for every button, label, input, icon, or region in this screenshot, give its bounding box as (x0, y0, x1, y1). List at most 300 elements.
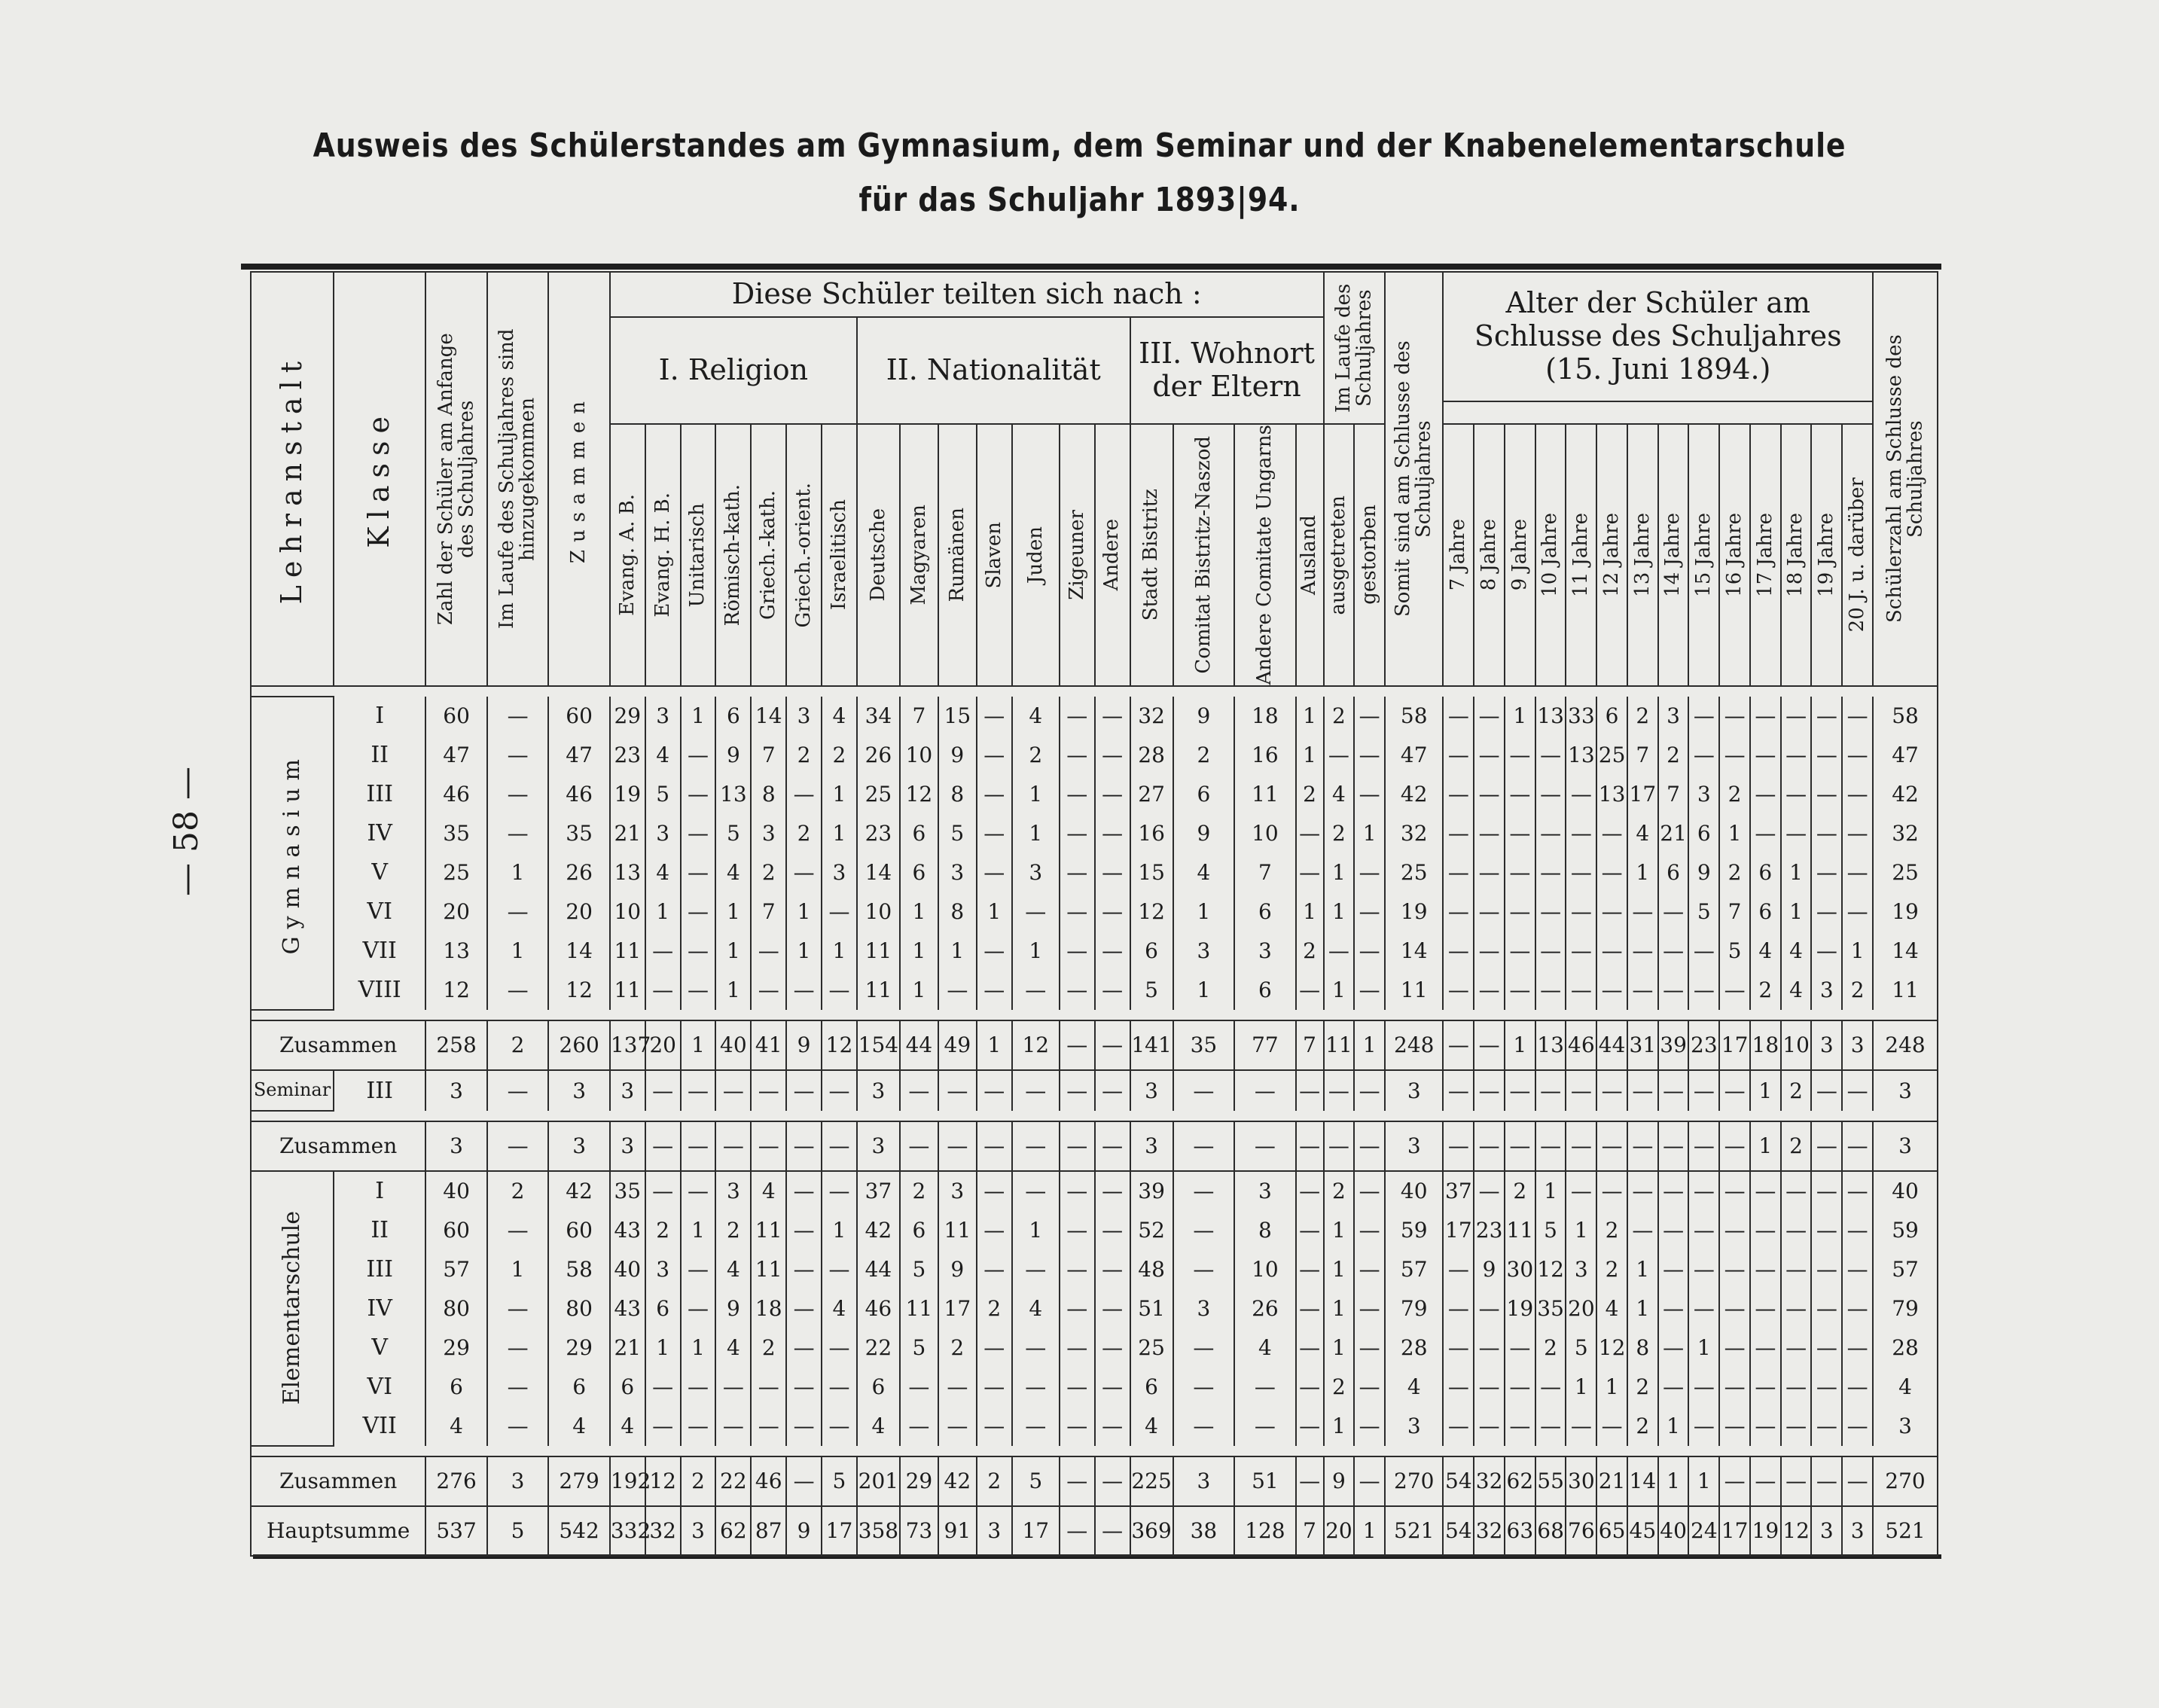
table-cell: — (681, 853, 716, 892)
table-cell: — (1535, 892, 1566, 932)
table-cell: — (1095, 853, 1130, 892)
table-cell: 19 (1385, 892, 1443, 932)
table-cell: — (786, 1328, 822, 1368)
table-cell: — (1842, 1171, 1873, 1211)
table-cell: 43 (610, 1211, 645, 1250)
table-cell: — (1781, 1289, 1812, 1328)
table-cell: — (1012, 1328, 1060, 1368)
table-cell: — (1474, 697, 1505, 736)
table-cell: — (1354, 1328, 1385, 1368)
table-cell: 32 (1474, 1456, 1505, 1506)
table-cell: — (1842, 1407, 1873, 1446)
table-cell: — (1060, 971, 1095, 1010)
table-cell: 1 (1324, 892, 1355, 932)
table-cell: 54 (1443, 1506, 1474, 1556)
table-cell: 12 (1012, 1020, 1060, 1070)
table-cell: — (900, 1070, 938, 1111)
table-cell: — (1811, 775, 1842, 814)
table-cell: — (1811, 697, 1842, 736)
table-cell: 11 (1873, 971, 1938, 1010)
table-cell: 2 (1173, 736, 1235, 775)
table-cell: 16 (1234, 736, 1296, 775)
table-cell: — (1658, 1289, 1689, 1328)
table-cell: — (715, 1070, 751, 1111)
table-cell: 11 (938, 1211, 977, 1250)
table-cell: — (786, 853, 822, 892)
table-cell: 1 (1658, 1456, 1689, 1506)
table-cell: 2 (487, 1171, 549, 1211)
table-cell: — (977, 775, 1012, 814)
table-cell: — (1781, 1250, 1812, 1289)
table-cell: 20 (1566, 1289, 1596, 1328)
table-cell: 25 (857, 775, 900, 814)
table-cell: 4 (1234, 1328, 1296, 1368)
table-cell: 4 (715, 853, 751, 892)
table-cell: — (938, 1407, 977, 1446)
table-cell: — (1173, 1328, 1235, 1368)
table-cell: 279 (548, 1456, 610, 1506)
table-cell: — (1781, 1328, 1812, 1368)
table-cell: — (1443, 971, 1474, 1010)
table-cell: 87 (751, 1506, 786, 1556)
table-cell: — (938, 1070, 977, 1111)
table-row (251, 1250, 1938, 1289)
table-cell: — (1354, 697, 1385, 736)
table-cell: — (786, 1289, 822, 1328)
table-cell: 46 (548, 775, 610, 814)
table-cell: 9 (938, 736, 977, 775)
table-cell: 23 (1688, 1020, 1719, 1070)
table-cell: — (1173, 1121, 1235, 1171)
table-cell: 6 (1130, 1368, 1173, 1407)
column-header: Evang. H. B. (645, 424, 681, 686)
table-cell: — (1750, 775, 1781, 814)
table-cell: 7 (1296, 1020, 1324, 1070)
table-cell: — (1296, 1070, 1324, 1111)
table-cell: 10 (857, 892, 900, 932)
table-cell: — (822, 1250, 857, 1289)
table-cell: 369 (1130, 1506, 1173, 1556)
table-cell: 1 (900, 892, 938, 932)
table-cell: 3 (645, 814, 681, 853)
zusammen-header: Zusammen (548, 272, 610, 686)
table-cell: 9 (938, 1250, 977, 1289)
table-cell: — (1811, 1289, 1842, 1328)
table-row (251, 1070, 1938, 1111)
table-cell: 51 (1234, 1456, 1296, 1506)
table-cell: 5 (900, 1250, 938, 1289)
table-cell: — (822, 1328, 857, 1368)
table-cell: 46 (1566, 1020, 1596, 1070)
table-cell: — (786, 1368, 822, 1407)
table-cell: — (1627, 1171, 1658, 1211)
table-cell: 1 (487, 932, 549, 971)
table-cell: 40 (715, 1020, 751, 1070)
table-cell: 358 (857, 1506, 900, 1556)
table-cell: — (822, 1171, 857, 1211)
table-cell: 26 (548, 853, 610, 892)
table-cell: — (1012, 1121, 1060, 1171)
column-header: Römisch-kath. (715, 424, 751, 686)
table-cell: 1 (1324, 1407, 1355, 1446)
table-cell: 32 (1873, 814, 1938, 853)
column-header: 11 Jahre (1566, 424, 1596, 686)
table-cell: 1 (1688, 1328, 1719, 1368)
table-cell: — (786, 1211, 822, 1250)
table-cell: — (900, 1368, 938, 1407)
table-cell: 8 (938, 892, 977, 932)
table-cell: 65 (1596, 1506, 1627, 1556)
table-cell: 4 (1130, 1407, 1173, 1446)
table-cell: — (1596, 814, 1627, 853)
table-cell: IV (334, 814, 425, 853)
table-cell: — (1060, 1020, 1095, 1070)
table-cell: 3 (1130, 1070, 1173, 1111)
table-cell: 9 (786, 1020, 822, 1070)
table-cell: 3 (1873, 1407, 1938, 1446)
table-cell: 21 (610, 1328, 645, 1368)
table-cell: — (645, 1368, 681, 1407)
table-cell: 39 (1130, 1171, 1173, 1211)
table-cell: V (334, 853, 425, 892)
table-cell: VI (334, 1368, 425, 1407)
table-cell: 25 (1130, 1328, 1173, 1368)
table-cell: — (681, 1250, 716, 1289)
table-cell: 4 (1750, 932, 1781, 971)
table-cell: 27 (1130, 775, 1173, 814)
table-cell: 20 (1324, 1506, 1355, 1556)
table-cell: — (681, 775, 716, 814)
table-cell: 57 (1385, 1250, 1443, 1289)
table-cell: 35 (1173, 1020, 1235, 1070)
table-cell: 3 (645, 1250, 681, 1289)
table-cell: — (1012, 1407, 1060, 1446)
table-cell: — (1060, 1250, 1095, 1289)
table-cell: 1 (1296, 697, 1324, 736)
table-cell: — (1627, 971, 1658, 1010)
table-cell: 2 (1719, 853, 1750, 892)
table-cell: 1 (715, 932, 751, 971)
table-cell: — (1095, 1456, 1130, 1506)
table-cell: — (1095, 1289, 1130, 1328)
table-cell: 4 (822, 697, 857, 736)
table-cell: 3 (1234, 932, 1296, 971)
table-cell: 1 (1842, 932, 1873, 971)
table-cell: 25 (425, 853, 487, 892)
table-cell: I (334, 697, 425, 736)
table-cell: 62 (715, 1506, 751, 1556)
table-cell: — (1354, 1368, 1385, 1407)
table-cell: 9 (1688, 853, 1719, 892)
table-cell: 7 (900, 697, 938, 736)
table-cell: — (786, 1121, 822, 1171)
table-cell: 9 (715, 736, 751, 775)
table-cell: — (1781, 1211, 1812, 1250)
table-cell: 1 (1324, 971, 1355, 1010)
table-cell: 3 (1012, 853, 1060, 892)
table-cell: 63 (1505, 1506, 1535, 1556)
table-cell: 29 (900, 1456, 938, 1506)
table-cell: 2 (1324, 814, 1355, 853)
table-cell: — (645, 932, 681, 971)
table-cell: — (1596, 1070, 1627, 1111)
table-cell: — (1535, 1121, 1566, 1171)
table-cell: 80 (425, 1289, 487, 1328)
table-cell: 2 (1012, 736, 1060, 775)
table-cell: — (1443, 1328, 1474, 1368)
table-cell: 29 (610, 697, 645, 736)
table-cell: 58 (1873, 697, 1938, 736)
table-cell: — (681, 1289, 716, 1328)
table-cell: — (1842, 1070, 1873, 1111)
table-cell: — (1781, 1171, 1812, 1211)
column-header: Israelitisch (822, 424, 857, 686)
table-cell: — (1505, 932, 1535, 971)
table-cell: 11 (1324, 1020, 1355, 1070)
table-cell: III (334, 1250, 425, 1289)
table-cell: — (1688, 932, 1719, 971)
table-cell: 3 (425, 1121, 487, 1171)
table-cell: — (1719, 1407, 1750, 1446)
table-cell: 17 (1627, 775, 1658, 814)
table-cell: 14 (1873, 932, 1938, 971)
table-cell: 17 (1012, 1506, 1060, 1556)
table-cell: — (822, 1368, 857, 1407)
table-row (251, 1368, 1938, 1407)
table-cell: — (751, 1407, 786, 1446)
table-cell: 141 (1130, 1020, 1173, 1070)
table-cell: — (1443, 1407, 1474, 1446)
column-header: ausgetreten (1324, 424, 1355, 686)
table-cell: 12 (822, 1020, 857, 1070)
table-cell: — (822, 971, 857, 1010)
table-cell: — (977, 1407, 1012, 1446)
table-cell: — (1842, 1328, 1873, 1368)
table-cell: 1 (822, 1211, 857, 1250)
table-cell: 22 (857, 1328, 900, 1368)
table-cell: — (1060, 1456, 1095, 1506)
table-cell: — (1354, 932, 1385, 971)
table-cell: 1 (1354, 814, 1385, 853)
table-cell: 4 (645, 736, 681, 775)
table-cell: 59 (1385, 1211, 1443, 1250)
table-cell: — (1842, 1289, 1873, 1328)
table-cell: 6 (857, 1368, 900, 1407)
table-cell: 11 (751, 1250, 786, 1289)
table-cell: III (334, 775, 425, 814)
table-cell: — (1296, 1211, 1324, 1250)
table-cell: 332 (610, 1506, 645, 1556)
section-total-row (251, 1121, 1938, 1171)
table-cell: 1 (681, 1020, 716, 1070)
table-cell: — (1535, 1407, 1566, 1446)
table-cell: — (487, 736, 549, 775)
table-cell: — (1842, 1121, 1873, 1171)
table-cell: — (1324, 736, 1355, 775)
table-cell: — (1060, 1328, 1095, 1368)
table-cell: 2 (1324, 697, 1355, 736)
table-cell: 1 (1296, 736, 1324, 775)
column-header: 9 Jahre (1505, 424, 1535, 686)
table-cell: 1 (1012, 1211, 1060, 1250)
table-cell: — (751, 1368, 786, 1407)
table-cell: — (1060, 814, 1095, 853)
table-cell: 57 (1873, 1250, 1938, 1289)
table-cell: — (977, 736, 1012, 775)
table-cell: 13 (610, 853, 645, 892)
table-cell: — (1688, 1171, 1719, 1211)
table-row (251, 853, 1938, 892)
table-cell: 1 (822, 932, 857, 971)
table-cell: 521 (1385, 1506, 1443, 1556)
table-cell: — (1750, 1211, 1781, 1250)
table-cell: — (1842, 814, 1873, 853)
table-cell: II (334, 736, 425, 775)
table-cell: 5 (1130, 971, 1173, 1010)
table-cell: — (1658, 932, 1689, 971)
table-cell: 40 (1873, 1171, 1938, 1211)
table-cell: — (1535, 736, 1566, 775)
table-cell: 12 (1596, 1328, 1627, 1368)
table-row (251, 775, 1938, 814)
table-cell: 2 (1627, 1407, 1658, 1446)
table-cell: 1 (1354, 1506, 1385, 1556)
table-cell: — (1443, 1289, 1474, 1328)
table-cell: 1 (977, 892, 1012, 932)
table-row (251, 814, 1938, 853)
table-cell: — (1443, 697, 1474, 736)
table-cell: — (487, 1328, 549, 1368)
table-cell: 3 (487, 1456, 549, 1506)
table-cell: — (1173, 1250, 1235, 1289)
im-laufe-header: Im Laufe des Schuljahres (1324, 272, 1386, 424)
table-cell: — (715, 1121, 751, 1171)
table-cell: — (1173, 1070, 1235, 1111)
table-cell: 29 (425, 1328, 487, 1368)
table-cell: — (1842, 736, 1873, 775)
table-cell: 7 (1719, 892, 1750, 932)
table-cell: 18 (1234, 697, 1296, 736)
table-cell: 76 (1566, 1506, 1596, 1556)
grand-total-row (251, 1506, 1938, 1556)
table-cell: 4 (1781, 932, 1812, 971)
column-header: gestorben (1354, 424, 1385, 686)
table-cell: 79 (1385, 1289, 1443, 1328)
table-cell: — (1811, 814, 1842, 853)
table-cell: — (1566, 892, 1596, 932)
table-cell: — (1296, 1328, 1324, 1368)
table-cell: 9 (1474, 1250, 1505, 1289)
table-cell: — (487, 971, 549, 1010)
table-cell: 4 (548, 1407, 610, 1446)
table-cell: — (1811, 1250, 1842, 1289)
table-cell: 1 (1324, 1250, 1355, 1289)
table-cell: — (1474, 1070, 1505, 1111)
table-cell: — (1505, 1121, 1535, 1171)
table-cell: — (822, 1070, 857, 1111)
table-cell: — (1095, 971, 1130, 1010)
table-cell: 6 (610, 1368, 645, 1407)
table-cell: 1 (786, 932, 822, 971)
table-row (251, 1289, 1938, 1328)
table-cell: — (1324, 932, 1355, 971)
table-cell: — (1095, 1020, 1130, 1070)
table-cell: VII (334, 932, 425, 971)
table-cell: — (487, 775, 549, 814)
table-cell: — (681, 932, 716, 971)
diese-schueler-header: Diese Schüler teilten sich nach : (610, 272, 1324, 317)
table-cell: 25 (1873, 853, 1938, 892)
table-cell: — (1060, 1407, 1095, 1446)
schuelerzahl-header: Schülerzahl am Schlusse des Schuljahres (1873, 272, 1938, 686)
table-cell: — (487, 1121, 549, 1171)
table-cell: — (1296, 1368, 1324, 1407)
table-cell: — (1658, 1368, 1689, 1407)
table-cell: 1 (487, 1250, 549, 1289)
table-cell: 1 (715, 892, 751, 932)
table-cell: — (1658, 1121, 1689, 1171)
table-cell: 6 (1173, 775, 1235, 814)
table-row (251, 932, 1938, 971)
column-header: Slaven (977, 424, 1012, 686)
table-cell: 1 (900, 971, 938, 1010)
table-cell: 128 (1234, 1506, 1296, 1556)
table-cell: 19 (1873, 892, 1938, 932)
table-cell: 35 (610, 1171, 645, 1211)
table-cell: 2 (1596, 1250, 1627, 1289)
table-cell: — (1842, 775, 1873, 814)
table-cell: — (1012, 1368, 1060, 1407)
table-cell: — (786, 1407, 822, 1446)
table-cell: 1 (645, 892, 681, 932)
column-header: 16 Jahre (1719, 424, 1750, 686)
table-cell: 2 (900, 1171, 938, 1211)
table-cell: 2 (681, 1456, 716, 1506)
table-cell: — (751, 1070, 786, 1111)
table-cell: — (786, 1171, 822, 1211)
table-cell: 43 (610, 1289, 645, 1328)
table-cell: 1 (1658, 1407, 1689, 1446)
table-row (251, 697, 1938, 736)
table-cell: — (1535, 814, 1566, 853)
table-cell: 1 (822, 775, 857, 814)
table-cell: — (1781, 775, 1812, 814)
table-cell: — (1474, 775, 1505, 814)
table-cell: 1 (977, 1020, 1012, 1070)
table-cell: 22 (715, 1456, 751, 1506)
table-cell: 2 (1842, 971, 1873, 1010)
table-cell: 11 (751, 1211, 786, 1250)
table-cell: 3 (1873, 1121, 1938, 1171)
table-cell: 5 (645, 775, 681, 814)
column-header: Griech.-orient. (786, 424, 822, 686)
table-cell: — (938, 1121, 977, 1171)
table-cell: 6 (1688, 814, 1719, 853)
table-cell: — (645, 1407, 681, 1446)
table-cell: 51 (1130, 1289, 1173, 1328)
column-header: Rumänen (938, 424, 977, 686)
table-cell: — (1060, 697, 1095, 736)
table-cell: — (1443, 775, 1474, 814)
table-cell: — (1060, 1506, 1095, 1556)
table-cell: — (1535, 853, 1566, 892)
table-cell: — (1443, 1121, 1474, 1171)
table-cell: — (1443, 1020, 1474, 1070)
table-cell: 8 (938, 775, 977, 814)
table-cell: 54 (1443, 1456, 1474, 1506)
table-cell: — (1658, 1250, 1689, 1289)
table-cell: 3 (977, 1506, 1012, 1556)
